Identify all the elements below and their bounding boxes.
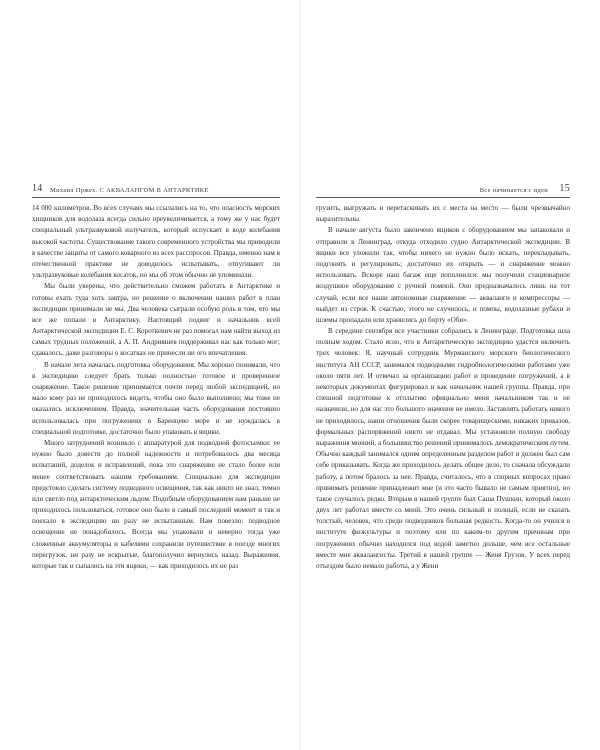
paragraph: 14 000 километров. Во всех случаях мы ссылались на то, что опасность морских хищников для водолаза всегда сильно преувеличивается, а тому же у нас будет специальный ультразвуковой излучатель, который испускает в воде колебания высокой частоты. Существование такого современного устройства мы приводили в качестве защиты от самого коварного из всех расспросов. Правда, именно нам в отечественной практике не доводилось испытывать, отпугивают ли ультразвуковые колебания косаток, но мы об этом обычно не упоминали. <box>32 204 280 280</box>
left-page-number: 14 <box>32 183 43 194</box>
right-running-head-text: Все начинается с идеи <box>479 187 548 194</box>
paragraph: В середине сентября все участники собрались в Ленинграде. Подготовка шла полным ходом. Стало ясно, что в Антарктическую экспедицию удастся включить трех человек: Я, научный сотрудник Мурманского морского биологического института АН СССР, занимался подводными гидробиологическими работами уже около пяти лет. И отвечал за организацию работ и проведение погружений, а в некоторых документах фигурировал и как начальник нашей группы. Правда, при спешной подготовке к отплытию официально меня начальником так и не назначили, но для нас это большого значения не имело. Заставлять работать никого не приходилось, наши отношения были скорее товарищескими, никаких приказов, формальных распоряжений никто не отдавал. Мы установили полную свободу выражения мнений, а большинство решений принималось демократическим путем. Обычно каждый занимался одним определенным разделом работ и должен был сам себе приказывать. Когда же приходилось делать общее дело, то сначала обсуждали работу, а потом бралось за нее. Правда, считалось, что в спорных вопросах право принимать решение принадлежит мне (и это часто бывало не самым приятно), но такое случалось редко. Вторым в нашей группе был Саша Пушкин, который около двух лет работал вместе со мной. Это очень сильный и полный, если не сказать толстый, человек, что среди подводников большая редкость. Когда-то он учился в институте физкультуры и поэтому или по каким-то другим причинам при погружениях обычно находился под водой заметно дольше, чем все остальные вместе мне аквалангисты. Третий в нашей группе — Женя Грузов. У всех перед отъездом было немало работы, а у Жени <box>316 327 570 570</box>
left-running-head-text: Михаил Пржех. С АКВАЛАНГОМ В АНТАРКТИКЕ <box>50 187 209 194</box>
right-header-rule <box>316 197 570 198</box>
paragraph: Мы были уверены, что действительно сможем работать в Антарктике и готовы ехать туда хоть завтра, но решение о включении наших работ в план экспедиции принимали не мы. Два человека сыграли особую роль в том, что мы все же попали в Антарктику. Настоящий подвиг и начальник всей Антарктической экспедиции Е. С. Короткевич не раз помогал нам найти выход из самых трудных положений, а А. П. Андрияшев поддерживал нас как только мог; сдавалось, даже разговоры о косатках не принесли ни ого впечатления. <box>32 282 280 358</box>
paragraph: грузить, выгружать и перетаскивать их с места на место — были чрезвычайно выразительны. <box>316 204 570 224</box>
right-page <box>300 0 600 750</box>
right-page-number: 15 <box>559 183 570 194</box>
paragraph: В начале лета началась подготовка оборудования. Мы хорошо понимали, что в экспедицию следует брать только полностью готовое и проверенное снаряжение. Такое решение принимается почти перед любой экспедицией, но мало кому раз не приходилось видеть, чтобы оно было выполнено; мы тоже не оказались исключением. Правда, значительная часть оборудования постоянно использовалась при погружениях в Баренцево море и не нуждалась в специальной подготовке, достаточно было упаковать в ящики. <box>32 360 280 436</box>
left-body-text <box>32 203 280 572</box>
paragraph: Много затруднений возникло с аппаратурой для подводной фотосъемки: ее нужно было довести до полной надежности и потребовалось два месяца испытаний, доделок и исправлений, пока это снаряжение не стало более или менее соответствовать нашим требованиям. Специально для экспедиции предстояло сделать систему подводного освещения, так как никто не знал, темно или светло под антарктическим льдом. Подобным оборудованием нам раньше не приходилось пользоваться, готовое оно было в самый последний момент и так и поехало в экспедицию ни разу не испытанным. Нам повезло: подводное освещение не понадобилось. Всегда мы упаковали и неверно тогда уже сложенные аккумуляторы и кабелями сохранили путешествие в поезде многих перегрузок, ни разу не вскрытые, благополучно вернулись назад. Выражения, которые так и сыпались на эти ящики, — как приходилось их не раз <box>32 438 280 570</box>
paragraph: В начале августа было закончено ящиков с оборудованием мы запаковали и отправили в Ленинград, откуда отходило судно Антарктической экспедиции. В ящики все уложили так, чтобы ничего не нужно было искать, перекладывать, подгонять и регулировать; достаточно их открыть — и снаряжение можно использовать. Вскоре наш багаж еще пополнился: мы получили стационарное воздушное оборудование с ручной помпой. Оно предназначалось лишь на тот случай, если все наши автономные снаряжение — акваланги и компрессоры — выйдет из строя. К счастью, этого не случилось, и помпы, водолазные рубахи и шлемы пропадали или хранились до борту «Оби». <box>316 226 570 324</box>
left-header-rule <box>32 197 280 198</box>
right-body-text <box>316 203 570 572</box>
